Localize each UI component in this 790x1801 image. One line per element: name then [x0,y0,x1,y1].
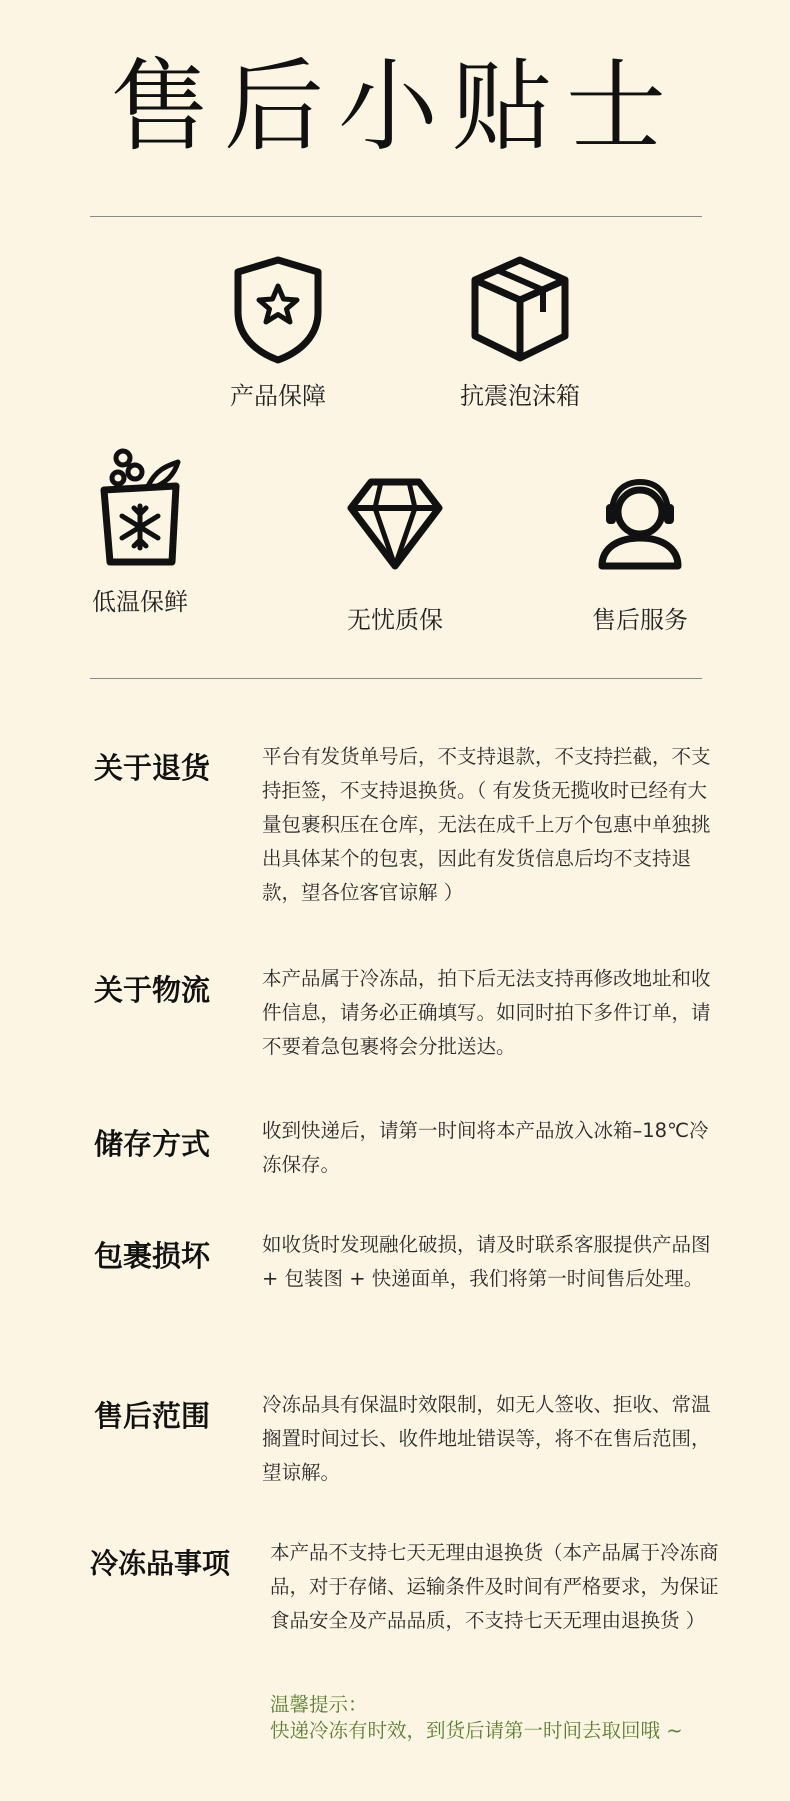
section-heading: 售后范围 [94,1399,211,1433]
section-body: 平台有发货单号后，不支持退款，不支持拦截，不支持拒签，不支持退换货。（ 有发货无揽收时已经有大量包裹积压在仓库，无法在成千上万个包惠中单独挑出具体某个的包衷，因此有发货信息后均不支持退款，望各位客官谅解 ） [262,745,711,904]
tip-text: 快递冷冻有时效，到货后请第一时间去取回哦 ~ [270,1719,683,1742]
feature-foam-box [410,254,630,411]
support-agent-icon [590,476,690,572]
section-heading: 冷冻品事项 [90,1547,231,1580]
feature-low-temp [30,448,250,617]
box-icon [465,254,575,366]
section-body: 冷冻品具有保温时效限制，如无人签收、拒收、常温搁置时间过长、收件地址错误等，将不在售后范围，望谅解。 [262,1393,711,1484]
section-body: 如收货时发现融化破损，请及时联系客服提供产品图 + 包装图 + 快递面单，我们将第一时间售后处理。 [262,1233,711,1290]
top-divider [90,216,702,217]
feature-label: 产品保障 [230,382,326,410]
feature-quality [285,476,505,635]
feature-label: 无忧质保 [347,606,443,634]
feature-after-sales [530,476,750,635]
feature-label: 售后服务 [592,606,688,634]
feature-product-guarantee [168,254,388,411]
page-title: 售后小贴士 [110,48,680,165]
feature-label: 抗震泡沫箱 [460,382,580,410]
feature-label: 低温保鲜 [92,588,188,616]
diamond-icon [345,476,445,572]
tip-title: 温馨提示： [270,1693,368,1716]
bottom-divider [90,678,702,679]
section-heading: 储存方式 [94,1127,211,1161]
section-body: 本产品不支持七天无理由退换货（本产品属于冷冻商品，对于存储、运输条件及时间有严格要求，为保证食品安全及产品品质，不支持七天无理由退换货 ） [270,1541,719,1632]
section-heading: 关于物流 [94,973,211,1007]
snowflake-bag-icon [90,448,190,572]
shield-star-icon [228,254,328,366]
section-heading: 关于退货 [94,751,211,785]
section-body: 本产品属于冷冻品，拍下后无法支持再修改地址和收件信息，请务必正确填写。如同时拍下多件订单，请不要着急包裹将会分批送达。 [262,967,711,1058]
warm-tip [270,1692,740,1744]
section-body: 收到快递后，请第一时间将本产品放入冰箱–18℃冷冻保存。 [262,1119,709,1176]
section-heading: 包裹损坏 [94,1239,211,1273]
